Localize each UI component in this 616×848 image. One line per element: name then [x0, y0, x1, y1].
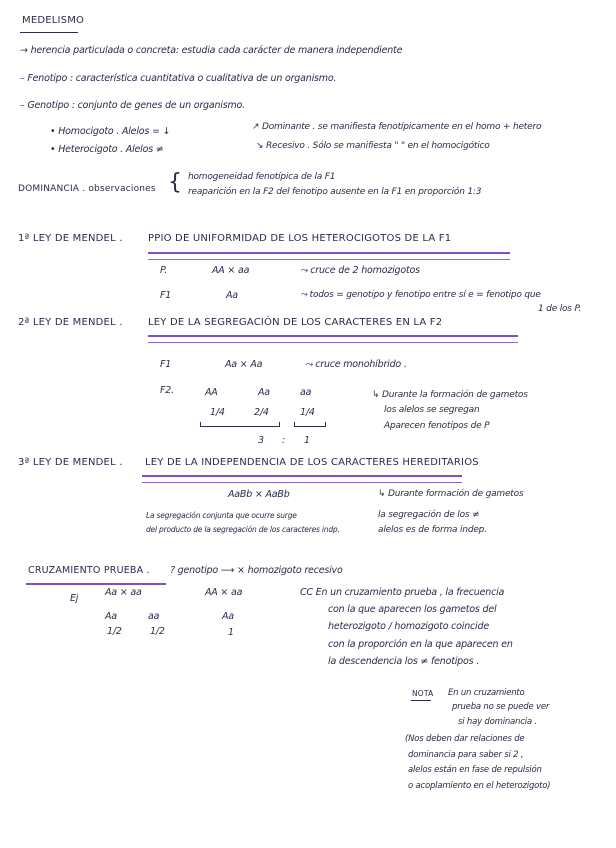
nota-line: (Nos deben dar relaciones de	[405, 734, 525, 744]
genotype-AA: AA	[205, 387, 218, 398]
ley3-label: 3ª LEY DE MENDEL .	[18, 457, 123, 468]
fraction: 1	[228, 627, 234, 638]
ratio-colon: :	[282, 435, 286, 446]
nota-line: dominancia para saber si 2 ,	[408, 750, 524, 760]
bracket	[200, 422, 280, 427]
cc-line: con la proporción en la que aparecen en	[328, 639, 513, 650]
dominancia-obs-1: homogeneidad fenotípica de la F1	[188, 172, 336, 182]
cross-2: AA × aa	[205, 587, 243, 598]
result: aa	[148, 611, 160, 622]
cc-line: heterozigoto / homozigoto coincide	[328, 621, 489, 632]
ratio-3: 3	[258, 435, 264, 446]
cc-line: CC En un cruzamiento prueba , la frecuencia	[300, 587, 505, 598]
ley2-label: 2ª LEY DE MENDEL .	[18, 317, 123, 328]
ley1-p-cross: AA × aa	[212, 265, 250, 276]
ley3-left: La segregación conjunta que ocurre surge	[146, 511, 297, 520]
ej-label: Ej	[70, 593, 79, 604]
fraction: 1/2	[150, 626, 165, 637]
ley2-note: los alelos se segregan	[384, 405, 480, 415]
dominante-line: ↗ Dominante . se manifiesta fenotípicamente en el homo + hetero	[252, 122, 542, 132]
genotype-aa: aa	[300, 387, 312, 398]
genotipo-line: – Genotipo : conjunto de genes de un organismo.	[20, 100, 245, 111]
nota-line: o acoplamiento en el heterozigoto)	[408, 781, 551, 791]
cc-line: la descendencia los ≠ fenotipos .	[328, 656, 480, 667]
brace: {	[168, 170, 182, 195]
dominancia-label: DOMINANCIA . observaciones	[18, 184, 156, 194]
ley1-f1-desc-2: 1 de los P.	[538, 304, 582, 314]
genotype-Aa: Aa	[258, 387, 270, 398]
ley2-heading: LEY DE LA SEGREGACIÓN DE LOS CARACTERES EN LA F2	[148, 317, 443, 328]
herencia-line: → herencia particulada o concreta: estudia cada carácter de manera independiente	[20, 45, 403, 56]
fenotipo-line: – Fenotipo : característica cuantitativa o cualitativa de un organismo.	[20, 73, 337, 84]
dominancia-obs-2: reaparición en la F2 del fenotipo ausente en la F1 en proporción 1:3	[188, 187, 482, 197]
ley2-note: Aparecen fenotipos de P	[384, 421, 490, 431]
ley2-underline	[148, 335, 518, 343]
ley1-p-desc: ⤳ cruce de 2 homozigotos	[300, 265, 420, 276]
nota-line: alelos están en fase de repulsión	[408, 765, 542, 775]
ley3-right: alelos es de forma indep.	[378, 525, 487, 535]
heterocigoto-line: • Heterocigoto . Alelos ≠	[50, 144, 164, 155]
ley1-label: 1ª LEY DE MENDEL .	[18, 233, 123, 244]
fraction: 2/4	[254, 407, 269, 418]
ley3-cross: AaBb × AaBb	[228, 489, 290, 500]
bracket	[294, 422, 326, 427]
ley2-f1-desc: ⤳ cruce monohíbrido .	[305, 359, 407, 370]
fraction: 1/4	[210, 407, 225, 418]
ley1-heading: PPIO DE UNIFORMIDAD DE LOS HETEROCIGOTOS DE LA F1	[148, 233, 452, 244]
ley2-f1-cross: Aa × Aa	[225, 359, 263, 370]
recesivo-line: ↘ Recesivo . Sólo se manifiesta " " en el homocigótico	[256, 141, 490, 151]
ley3-right: la segregación de los ≠	[378, 510, 480, 520]
ley1-f1-geno: Aa	[226, 290, 238, 301]
cross-1: Aa × aa	[105, 587, 142, 598]
cruzamiento-label: CRUZAMIENTO PRUEBA .	[28, 565, 150, 576]
title-underline	[20, 32, 78, 33]
ley3-right: ↳ Durante formación de gametos	[378, 489, 524, 499]
cc-line: con la que aparecen los gametos del	[328, 604, 497, 615]
nota-underline	[411, 700, 431, 701]
ley3-left: del producto de la segregación de los caracteres indp.	[146, 525, 340, 534]
ratio-1: 1	[304, 435, 310, 446]
ley1-f1-desc: ⤳ todos = genotipo y fenotipo entre sí e = fenotipo que	[300, 290, 541, 300]
result: Aa	[105, 611, 117, 622]
ley2-f2-label: F2.	[160, 385, 174, 396]
cruzamiento-underline	[26, 583, 166, 585]
result: Aa	[222, 611, 234, 622]
nota-line: prueba no se puede ver	[452, 702, 550, 712]
ley2-f1-label: F1	[160, 359, 172, 370]
ley1-p-label: P.	[160, 265, 168, 276]
nota-line: si hay dominancia .	[458, 717, 537, 727]
ley2-note: ↳ Durante la formación de gametos	[372, 390, 528, 400]
fraction: 1/2	[107, 626, 122, 637]
cruzamiento-desc: ? genotipo ⟶ × homozigoto recesivo	[170, 565, 343, 576]
homocigoto-line: • Homocigoto . Alelos = ↓	[50, 126, 171, 137]
ley3-underline	[142, 475, 462, 483]
page-title: MEDELISMO	[22, 15, 85, 26]
ley1-f1-label: F1	[160, 290, 172, 301]
nota-label: NOTA	[412, 689, 434, 698]
nota-line: En un cruzamiento	[448, 688, 525, 698]
ley3-heading: LEY DE LA INDEPENDENCIA DE LOS CARACTERES HEREDITARIOS	[145, 457, 479, 468]
ley1-underline	[148, 252, 510, 260]
fraction: 1/4	[300, 407, 315, 418]
